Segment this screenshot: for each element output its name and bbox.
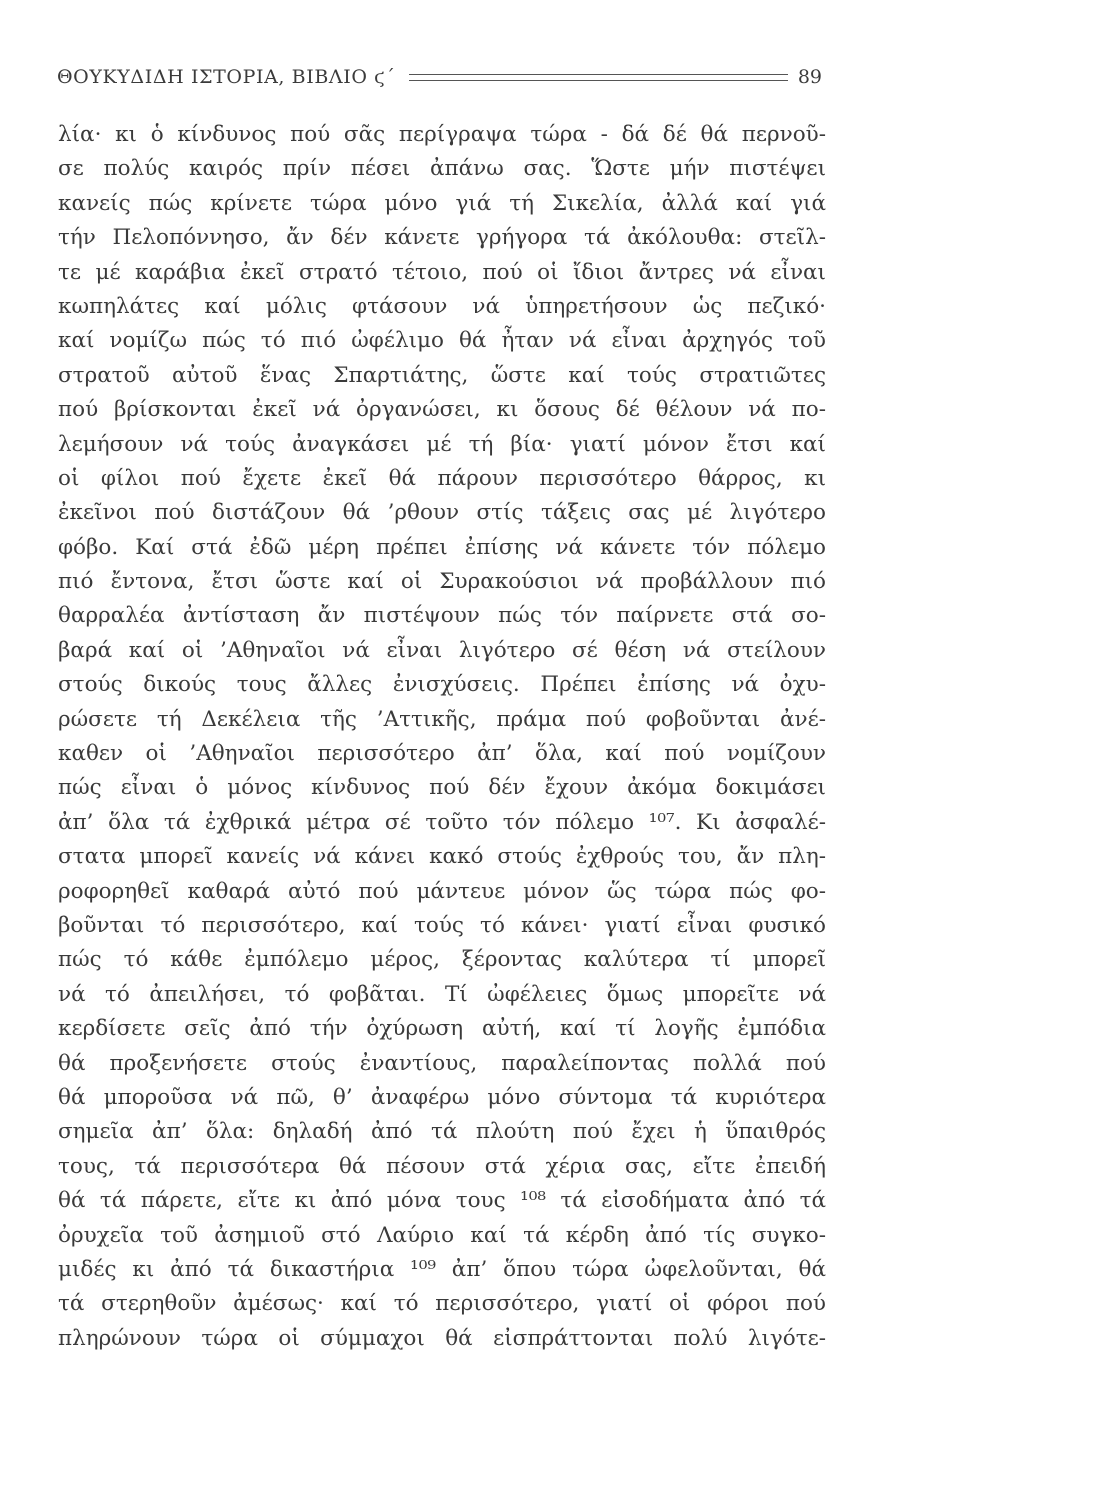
text-line: λεμήσουν νά τούς ἀναγκάσει μέ τή βία· γιατί μόνον ἔτσι καί <box>58 431 826 457</box>
text-line: πώς τό κάθε ἐμπόλεμο μέρος, ξέροντας καλύτερα τί μπορεῖ <box>58 947 826 973</box>
text-line: πού βρίσκονται ἐκεῖ νά ὀργανώσει, κι ὅσους δέ θέλουν νά πο- <box>58 397 826 423</box>
text-line: μιδές κι ἀπό τά δικαστήρια ¹⁰⁹ ἀπ’ ὅπου τώρα ὠφελοῦνται, θά <box>58 1256 826 1282</box>
text-line: νά τό ἀπειλήσει, τό φοβᾶται. Τί ὠφέλειες ὅμως μπορεῖτε νά <box>58 981 826 1007</box>
text-line: βοῦνται τό περισσότερο, καί τούς τό κάνει· γιατί εἶναι φυσικό <box>58 912 826 938</box>
running-title: ΘΟΥΚΥΔΙΔΗ ΙΣΤΟΡΙΑ, ΒΙΒΛΙΟ ϛ΄ <box>57 66 396 88</box>
text-line: τά στερηθοῦν ἀμέσως· καί τό περισσότερο, γιατί οἱ φόροι πού <box>58 1291 826 1317</box>
body-text <box>58 118 826 1356</box>
text-line: ἐκεῖνοι πού διστάζουν θά ’ρθουν στίς τάξεις σας μέ λιγότερο <box>58 500 826 526</box>
text-line: θαρραλέα ἀντίσταση ἄν πιστέψουν πώς τόν παίρνετε στά σο- <box>58 603 826 629</box>
text-line: κανείς πώς κρίνετε τώρα μόνο γιά τή Σικελία, ἀλλά καί γιά <box>58 190 826 216</box>
text-line: καί νομίζω πώς τό πιό ὠφέλιμο θά ἦταν νά εἶναι ἀρχηγός τοῦ <box>58 328 826 354</box>
text-line: σε πολύς καιρός πρίν πέσει ἀπάνω σας. Ὥστε μήν πιστέψει <box>58 156 826 182</box>
text-line: τους, τά περισσότερα θά πέσουν στά χέρια σας, εἴτε ἐπειδή <box>58 1153 826 1179</box>
text-line: πώς εἶναι ὁ μόνος κίνδυνος πού δέν ἔχουν ἀκόμα δοκιμάσει <box>58 775 826 801</box>
text-line: ροφορηθεῖ καθαρά αὐτό πού μάντευε μόνον ὥς τώρα πώς φο- <box>58 878 826 904</box>
text-line: στρατοῦ αὐτοῦ ἕνας Σπαρτιάτης, ὥστε καί τούς στρατιῶτες <box>58 362 826 388</box>
text-line: φόβο. Καί στά ἐδῶ μέρη πρέπει ἐπίσης νά κάνετε τόν πόλεμο <box>58 534 826 560</box>
page-header <box>57 62 822 92</box>
text-line: κωπηλάτες καί μόλις φτάσουν νά ὑπηρετήσουν ὡς πεζικό· <box>58 293 826 319</box>
text-line: ὀρυχεῖα τοῦ ἀσημιοῦ στό Λαύριο καί τά κέρδη ἀπό τίς συγκο- <box>58 1222 826 1248</box>
text-line: λία· κι ὁ κίνδυνος πού σᾶς περίγραψα τώρα - δά δέ θά περνοῦ- <box>58 122 826 147</box>
text-line: ἀπ’ ὅλα τά ἐχθρικά μέτρα σέ τοῦτο τόν πόλεμο ¹⁰⁷. Κι ἀσφαλέ- <box>58 809 826 835</box>
text-line: τήν Πελοπόννησο, ἄν δέν κάνετε γρήγορα τά ἀκόλουθα: στεῖλ- <box>58 225 826 251</box>
text-line: στούς δικούς τους ἄλλες ἐνισχύσεις. Πρέπει ἐπίσης νά ὀχυ- <box>58 672 826 698</box>
text-line: θά μποροῦσα νά πῶ, θ’ ἀναφέρω μόνο σύντομα τά κυριότερα <box>58 1084 826 1110</box>
text-line: σημεῖα ἀπ’ ὅλα: δηλαδή ἀπό τά πλούτη πού ἔχει ἡ ὕπαιθρός <box>58 1119 826 1145</box>
page-number: 89 <box>797 66 822 88</box>
text-line: στατα μπορεῖ κανείς νά κάνει κακό στούς ἐχθρούς του, ἄν πλη- <box>58 844 826 870</box>
text-line: τε μέ καράβια ἐκεῖ στρατό τέτοιο, πού οἱ ἴδιοι ἄντρες νά εἶναι <box>58 259 826 285</box>
text-line: πιό ἔντονα, ἔτσι ὥστε καί οἱ Συρακούσιοι νά προβάλλουν πιό <box>58 569 826 595</box>
header-double-rule <box>409 74 787 81</box>
text-line: θά προξενήσετε στούς ἐναντίους, παραλείποντας πολλά πού <box>58 1050 826 1076</box>
text-line: θά τά πάρετε, εἴτε κι ἀπό μόνα τους ¹⁰⁸ τά εἰσοδήματα ἀπό τά <box>58 1188 826 1214</box>
text-line: βαρά καί οἱ ’Αθηναῖοι νά εἶναι λιγότερο σέ θέση νά στείλουν <box>58 637 826 663</box>
text-line: ρώσετε τή Δεκέλεια τῆς ’Αττικῆς, πράμα πού φοβοῦνται ἀνέ- <box>58 706 826 732</box>
text-line: πληρώνουν τώρα οἱ σύμμαχοι θά εἰσπράττονται πολύ λιγότε- <box>58 1325 826 1351</box>
text-line: κερδίσετε σεῖς ἀπό τήν ὀχύρωση αὐτή, καί τί λογῆς ἐμπόδια <box>58 1016 826 1042</box>
text-line: καθεν οἱ ’Αθηναῖοι περισσότερο ἀπ’ ὅλα, καί πού νομίζουν <box>58 741 826 767</box>
text-line: οἱ φίλοι πού ἔχετε ἐκεῖ θά πάρουν περισσότερο θάρρος, κι <box>58 465 826 491</box>
